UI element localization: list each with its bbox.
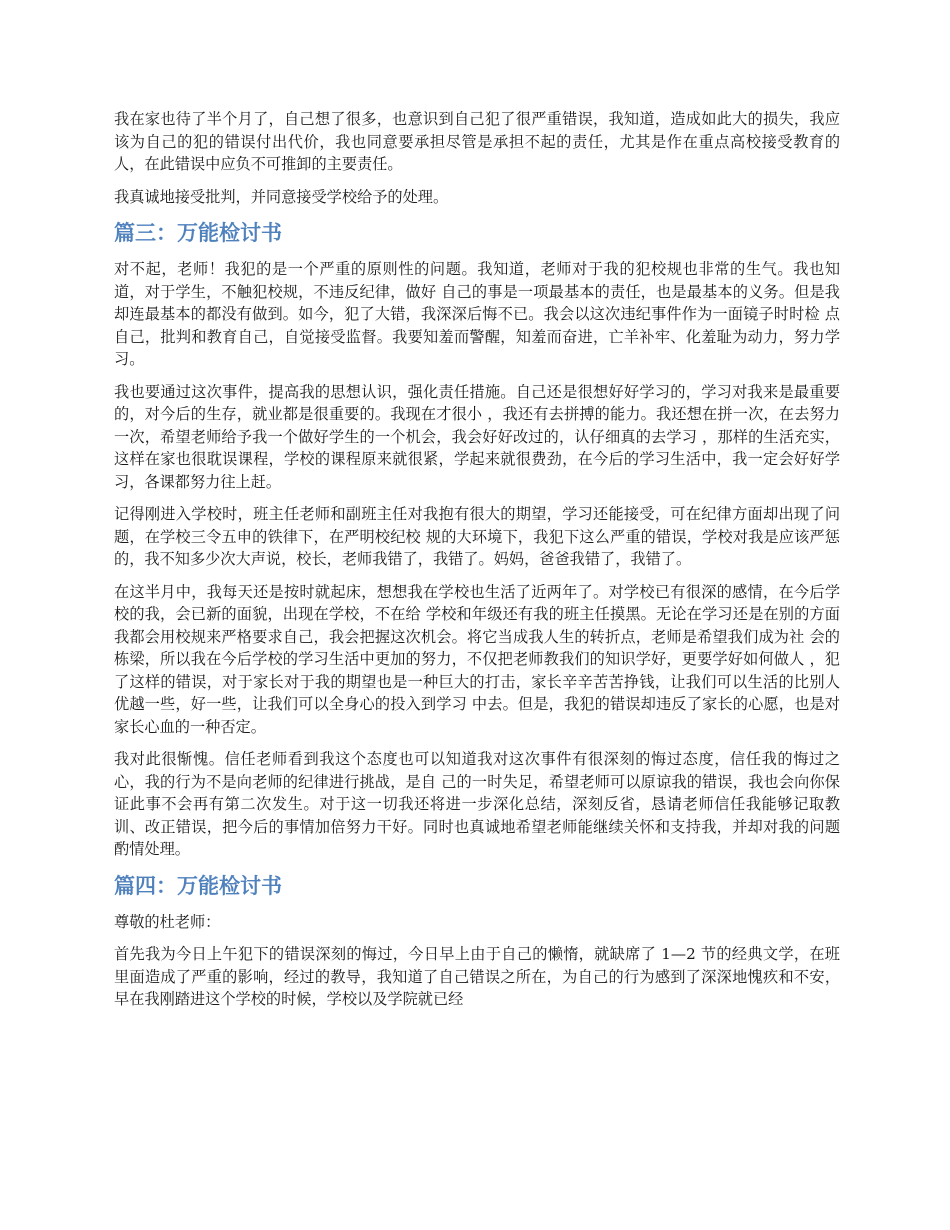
paragraph-improve-awareness: 我也要通过这次事件，提高我的思想认识，强化责任措施。自己还是很想好好学习的，学习对我来是最重要的，对今后的生存，就业都是很重要的。我现在才很小 ，我还有去拼搏的能力。我还想在拼一次，在去努力一次，希望老师给予我一个做好学生的一个机会，我会好好改过的，认仔细真的去学习 ，那样的生活充实，这样在家也很耽误课程，学校的课程原来就很紧，学起来就很费劲，在今后的学习生活中，我一定会好好学习，各课都努力往上赶。: [114, 382, 840, 491]
paragraph-absence-apology: 首先我为今日上午犯下的错误深刻的悔过，今日早上由于自己的懒惰，就缺席了 1—2 节的经典文学，在班里面造成了严重的影响，经过的教导，我知道了自己错误之所在，为自己的行为感到了深深地愧疚和不安，早在我刚踏进这个学校的时候，学校以及学院就已经: [114, 945, 840, 1008]
paragraph-accept-criticism: 我真诚地接受批判，并同意接受学校给予的处理。: [114, 187, 449, 206]
section-heading-part-four: 篇四：万能检讨书: [114, 873, 282, 898]
section-heading-part-three: 篇三：万能检讨书: [114, 221, 282, 245]
paragraph-ashamed: 我对此很惭愧。信任老师看到我这个态度也可以知道我对这次事件有很深刻的悔过态度，信任我的悔过之心，我的行为不是向老师的纪律进行挑战，是自 己的一时失足，希望老师可以原谅我的错误，我也会向你保证此事不会再有第二次发生。对于这一切我还将进一步深化总结，深刻反省，恳请老师信任我能够记取教 训、改正错误，把今后的事情加倍努力干好。同时也真诚地希望老师能继续关怀和支持我，并却对我的问题酌情处理。: [114, 750, 840, 858]
paragraph-apology: 对不起，老师！我犯的是一个严重的原则性的问题。我知道，老师对于我的犯校规也非常的生气。我也知道，对于学生，不触犯校规，不违反纪律，做好 自己的事是一项最基本的责任，也是最基本的义务。但是我却连最基本的都没有做到。如今，犯了大错，我深深后悔不已。我会以这次违纪事件作为一面镜子时时检 点自己，批判和教育自己，自觉接受监督。我要知羞而警醒，知羞而奋进，亡羊补牢、化羞耻为动力，努力学习。: [114, 260, 840, 368]
paragraph-salutation: 尊敬的杜老师：: [114, 912, 221, 931]
document-page: [114, 108, 840, 1021]
paragraph-loss-responsibility: 我在家也待了半个月了，自己想了很多，也意识到自己犯了很严重错误，我知道，造成如此大的损失，我应该为自己的犯的错误付出代价，我也同意要承担尽管是承担不起的责任，尤其是作在重点高校接受教育的人，在此错误中应负不可推卸的主要责任。: [114, 110, 840, 173]
paragraph-school-expectation: 记得刚进入学校时，班主任老师和副班主任对我抱有很大的期望，学习还能接受，可在纪律方面却出现了问题，在学校三令五申的铁律下，在严明校纪校 规的大环境下，我犯下这么严重的错误，学校对我是应该严惩的，我不知多少次大声说，校长，老师我错了，我错了。妈妈，爸爸我错了，我错了。: [114, 505, 840, 568]
paragraph-half-month: 在这半月中，我每天还是按时就起床，想想我在学校也生活了近两年了。对学校已有很深的感情，在今后学校的我，会已新的面貌，出现在学校，不在给 学校和年级还有我的班主任摸黑。无论在学习还是在别的方面我都会用校规来严格要求自己，我会把握这次机会。将它当成我人生的转折点，老师是希望我们成为社 会的栋梁，所以我在今后学校的学习生活中更加的努力，不仅把老师教我们的知识学好，更要学好如何做人 ，犯了这样的错误，对于家长对于我的期望也是一种巨大的打击，家长辛辛苦苦挣钱，让我们可以生活的比别人优越一些，好一些，让我们可以全身心的投入到学习 中去。但是，我犯的错误却违反了家长的心愿，也是对家长心血的一种否定。: [114, 582, 840, 736]
